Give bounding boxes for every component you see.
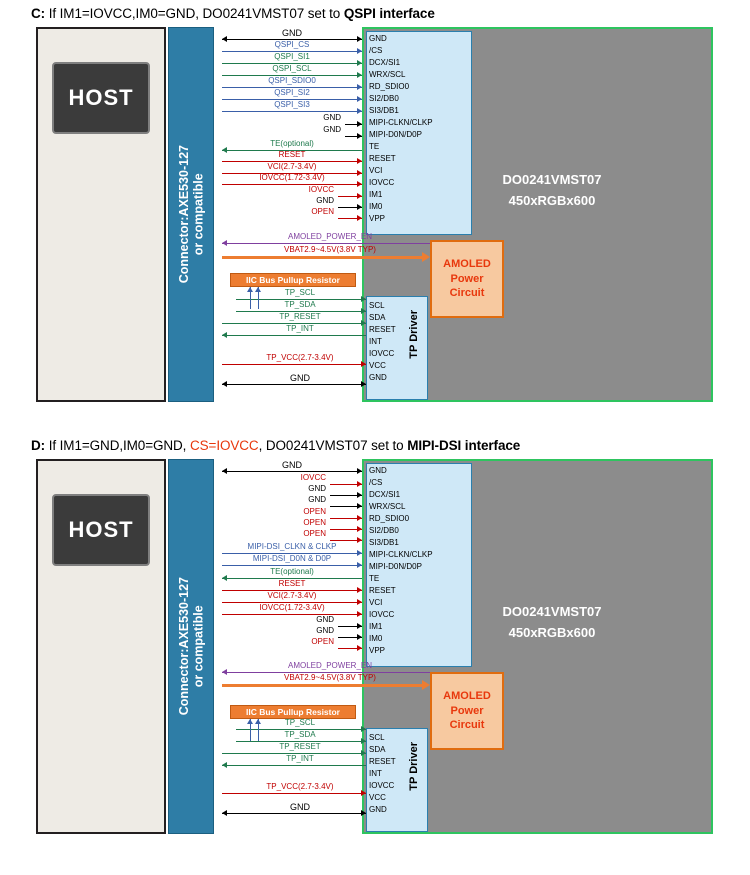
arrow-right-icon-d-4 <box>357 515 362 521</box>
module-label-c <box>452 170 652 212</box>
panel-d-caption-red: CS=IOVCC <box>189 438 259 453</box>
arrow-right-icon-d-14 <box>357 634 362 640</box>
signal-label-c-11: VCI(2.7-3.4V) <box>267 162 317 171</box>
driver-ic-pin-d-4: RD_SDIO0 <box>369 514 410 523</box>
module-res-d: 450xRGBx600 <box>508 624 596 640</box>
panel-c-caption <box>31 6 435 21</box>
signal-label-c-22: TP_VCC(2.7-3.4V) <box>266 353 334 362</box>
iic-pullup-label-c: IIC Bus Pullup Resistor <box>230 273 356 287</box>
signal-label-c-4: QSPI_SDIO0 <box>268 76 316 85</box>
driver-ic-pin-c-10: RESET <box>369 154 396 163</box>
signal-line-d-17 <box>222 684 422 687</box>
driver-ic-pin-d-10: RESET <box>369 586 396 595</box>
driver-ic-pin-c-9: TE <box>369 142 380 151</box>
signal-label-c-23: GND <box>290 373 310 383</box>
pullup-arrow-up-icon-1 <box>255 719 261 724</box>
driver-ic-pin-d-0: GND <box>369 466 387 475</box>
driver-ic-pin-d-2: DCX/SI1 <box>369 490 401 499</box>
driver-ic-pin-c-4: RD_SDIO0 <box>369 82 410 91</box>
panel-d-caption-bold: MIPI-DSI interface <box>407 438 521 453</box>
signal-label-d-1: IOVCC <box>300 473 326 482</box>
arrow-left-icon-c-21 <box>222 332 227 338</box>
signal-label-d-10: RESET <box>278 579 306 588</box>
signal-label-d-4: OPEN <box>303 507 326 516</box>
amoled-power-circuit-c: AMOLED Power Circuit <box>430 240 504 318</box>
driver-ic-pin-c-1: /CS <box>369 46 383 55</box>
signal-label-c-2: QSPI_SI1 <box>274 52 310 61</box>
driver-ic-pin-list-d <box>369 465 433 657</box>
tp-driver-label-c: TP Driver <box>408 310 420 359</box>
module-name-d: DO0241VMST07 <box>502 604 602 619</box>
signal-label-c-19: TP_SDA <box>284 300 316 309</box>
tp-pin-c-3: INT <box>369 337 382 346</box>
signal-label-d-13: GND <box>316 615 334 624</box>
arrow-right-icon-d-5 <box>357 526 362 532</box>
signal-label-c-21: TP_INT <box>286 324 314 333</box>
signal-label-c-15: OPEN <box>311 207 334 216</box>
driver-ic-pin-c-3: WRX/SCL <box>369 70 406 79</box>
tp-driver-pin-list-c <box>369 300 396 384</box>
signal-label-c-5: QSPI_SI2 <box>274 88 310 97</box>
driver-ic-pin-d-5: SI2/DB0 <box>369 526 399 535</box>
signal-line-c-12 <box>222 184 362 185</box>
signal-label-d-19: TP_SDA <box>284 730 316 739</box>
arrow-right-icon-d-15 <box>357 645 362 651</box>
panel-c-caption-text: If IM1=IOVCC,IM0=GND, DO0241VMST07 set to <box>45 6 344 21</box>
connector-label-c: Connector:AXE530-127 or compatible <box>176 145 205 284</box>
signal-label-d-23: GND <box>290 802 310 812</box>
panel-d-caption-text: If IM1=GND,IM0=GND, <box>45 438 190 453</box>
signal-line-d-12 <box>222 614 362 615</box>
driver-ic-pin-d-9: TE <box>369 574 380 583</box>
host-label-d: HOST <box>68 517 134 542</box>
driver-ic-pin-d-11: VCI <box>369 598 383 607</box>
amoled-power-circuit-d: AMOLED Power Circuit <box>430 672 504 750</box>
arrow-left-icon-c-16 <box>222 240 227 246</box>
signal-label-c-1: QSPI_CS <box>274 40 310 49</box>
arrow-left-icon-c-23 <box>222 381 227 387</box>
panel-d-caption <box>31 438 520 453</box>
host-chip-c <box>52 62 150 134</box>
driver-ic-pin-list-c <box>369 33 433 225</box>
driver-ic-pin-c-8: MIPI-D0N/D0P <box>369 130 422 139</box>
tp-pin-c-4: IOVCC <box>369 349 395 358</box>
signal-label-d-18: TP_SCL <box>284 718 316 727</box>
signal-label-d-22: TP_VCC(2.7-3.4V) <box>266 782 334 791</box>
arrow-right-icon-d-3 <box>357 503 362 509</box>
pullup-arrow-up-icon-1 <box>255 287 261 292</box>
tp-pin-c-0: SCL <box>369 301 385 310</box>
arrow-left-icon-d-21 <box>222 762 227 768</box>
signal-label-c-13: IOVCC <box>308 185 334 194</box>
signal-label-c-17: VBAT2.9~4.5V(3.8V TYP) <box>284 245 376 254</box>
signal-line-c-21 <box>222 335 366 336</box>
tp-pin-c-1: SDA <box>369 313 386 322</box>
tp-pin-d-5: VCC <box>369 793 386 802</box>
host-label-c: HOST <box>68 85 134 110</box>
arrow-right-icon-d-2 <box>357 492 362 498</box>
driver-ic-pin-c-6: SI3/DB1 <box>369 106 399 115</box>
tp-pin-c-6: GND <box>369 373 387 382</box>
signal-label-d-16: AMOLED_POWER_EN <box>287 661 373 670</box>
signal-label-c-20: TP_RESET <box>279 312 321 321</box>
pullup-arrow-up-icon-0 <box>247 287 253 292</box>
signal-line-c-22 <box>222 364 366 365</box>
tp-driver-pin-list-d <box>369 732 396 816</box>
driver-ic-pin-c-11: VCI <box>369 166 383 175</box>
driver-ic-pin-c-15: VPP <box>369 214 386 223</box>
arrow-right-icon-c-13 <box>357 193 362 199</box>
signal-label-d-17: VBAT2.9~4.5V(3.8V TYP) <box>284 673 376 682</box>
panel-d-caption-prefix: D: <box>31 438 46 453</box>
tp-driver-label-d: TP Driver <box>408 742 420 791</box>
tp-pin-d-3: INT <box>369 769 382 778</box>
signal-label-d-3: GND <box>308 495 326 504</box>
signal-line-c-17 <box>222 256 422 259</box>
panel-c-caption-prefix: C: <box>31 6 46 21</box>
signal-label-d-21: TP_INT <box>286 754 314 763</box>
arrow-right-icon-c-8 <box>357 133 362 139</box>
arrow-right-icon-d-13 <box>357 623 362 629</box>
tp-pin-d-4: IOVCC <box>369 781 395 790</box>
signal-label-c-0: GND <box>282 28 302 38</box>
connector-label-d: Connector:AXE530-127 or compatible <box>176 577 205 716</box>
driver-ic-pin-d-14: IM0 <box>369 634 383 643</box>
signal-label-c-7: GND <box>323 113 341 122</box>
signal-label-c-16: AMOLED_POWER_EN <box>287 232 373 241</box>
signal-line-d-0 <box>222 471 362 472</box>
tp-pin-c-2: RESET <box>369 325 396 334</box>
panel-d-caption-text2: , DO0241VMST07 set to <box>258 438 408 453</box>
arrow-left-icon-d-23 <box>222 810 227 816</box>
signal-label-c-3: QSPI_SCL <box>272 64 312 73</box>
driver-ic-pin-c-2: DCX/SI1 <box>369 58 401 67</box>
driver-ic-pin-c-0: GND <box>369 34 387 43</box>
signal-label-d-5: OPEN <box>303 518 326 527</box>
signal-label-c-12: IOVCC(1.72-3.4V) <box>259 173 325 182</box>
signal-line-d-8 <box>222 565 362 566</box>
driver-ic-pin-c-12: IOVCC <box>369 178 395 187</box>
driver-ic-pin-d-13: IM1 <box>369 622 383 631</box>
driver-ic-pin-d-15: VPP <box>369 646 386 655</box>
module-label-d <box>452 602 652 644</box>
signal-label-d-20: TP_RESET <box>279 742 321 751</box>
signal-label-d-2: GND <box>308 484 326 493</box>
signal-label-c-6: QSPI_SI3 <box>274 100 310 109</box>
arrow-right-icon-d-1 <box>357 481 362 487</box>
tp-pin-d-0: SCL <box>369 733 385 742</box>
signal-line-c-23 <box>222 384 366 385</box>
connector-c <box>168 27 214 402</box>
tp-pin-d-6: GND <box>369 805 387 814</box>
arrow-left-icon-d-16 <box>222 669 227 675</box>
signal-label-c-14: GND <box>316 196 334 205</box>
signal-line-d-22 <box>222 793 366 794</box>
tp-pin-c-5: VCC <box>369 361 386 370</box>
driver-ic-pin-d-8: MIPI-D0N/D0P <box>369 562 422 571</box>
arrow-icon-d-17 <box>422 680 430 690</box>
signal-label-d-15: OPEN <box>311 637 334 646</box>
signal-label-d-6: OPEN <box>303 529 326 538</box>
driver-ic-pin-d-1: /CS <box>369 478 383 487</box>
iic-pullup-label-d: IIC Bus Pullup Resistor <box>230 705 356 719</box>
signal-label-d-14: GND <box>316 626 334 635</box>
diagram-panel-mipi <box>0 432 750 875</box>
signal-label-d-11: VCI(2.7-3.4V) <box>267 591 317 600</box>
signal-label-d-7: MIPI-DSI_CLKN & CLKP <box>247 542 337 551</box>
arrow-right-icon-c-7 <box>357 121 362 127</box>
driver-ic-pin-c-13: IM1 <box>369 190 383 199</box>
arrow-right-icon-c-15 <box>357 215 362 221</box>
arrow-right-icon-c-14 <box>357 204 362 210</box>
pullup-arrow-up-icon-0 <box>247 719 253 724</box>
driver-ic-pin-d-3: WRX/SCL <box>369 502 406 511</box>
panel-c-caption-bold: QSPI interface <box>343 6 435 21</box>
signal-label-d-12: IOVCC(1.72-3.4V) <box>259 603 325 612</box>
tp-pin-d-2: RESET <box>369 757 396 766</box>
module-name-c: DO0241VMST07 <box>502 172 602 187</box>
host-chip-d <box>52 494 150 566</box>
driver-ic-pin-d-12: IOVCC <box>369 610 395 619</box>
signal-label-d-8: MIPI-DSI_D0N & D0P <box>252 554 332 563</box>
signal-label-d-9: TE(optional) <box>270 567 314 576</box>
signal-label-d-0: GND <box>282 460 302 470</box>
driver-ic-pin-c-5: SI2/DB0 <box>369 94 399 103</box>
driver-ic-pin-d-6: SI3/DB1 <box>369 538 399 547</box>
signal-line-c-16 <box>222 243 430 244</box>
driver-ic-pin-c-14: IM0 <box>369 202 383 211</box>
signal-line-d-23 <box>222 813 366 814</box>
driver-ic-pin-c-7: MIPI-CLKN/CLKP <box>369 118 433 127</box>
signal-label-c-8: GND <box>323 125 341 134</box>
signal-label-c-10: RESET <box>278 150 306 159</box>
signal-line-d-21 <box>222 765 366 766</box>
module-res-c: 450xRGBx600 <box>508 192 596 208</box>
driver-ic-pin-d-7: MIPI-CLKN/CLKP <box>369 550 433 559</box>
tp-pin-d-1: SDA <box>369 745 386 754</box>
signal-line-c-6 <box>222 111 362 112</box>
arrow-icon-c-17 <box>422 252 430 262</box>
signal-label-c-18: TP_SCL <box>284 288 316 297</box>
signal-label-c-9: TE(optional) <box>270 139 314 148</box>
diagram-panel-qspi <box>0 0 750 432</box>
